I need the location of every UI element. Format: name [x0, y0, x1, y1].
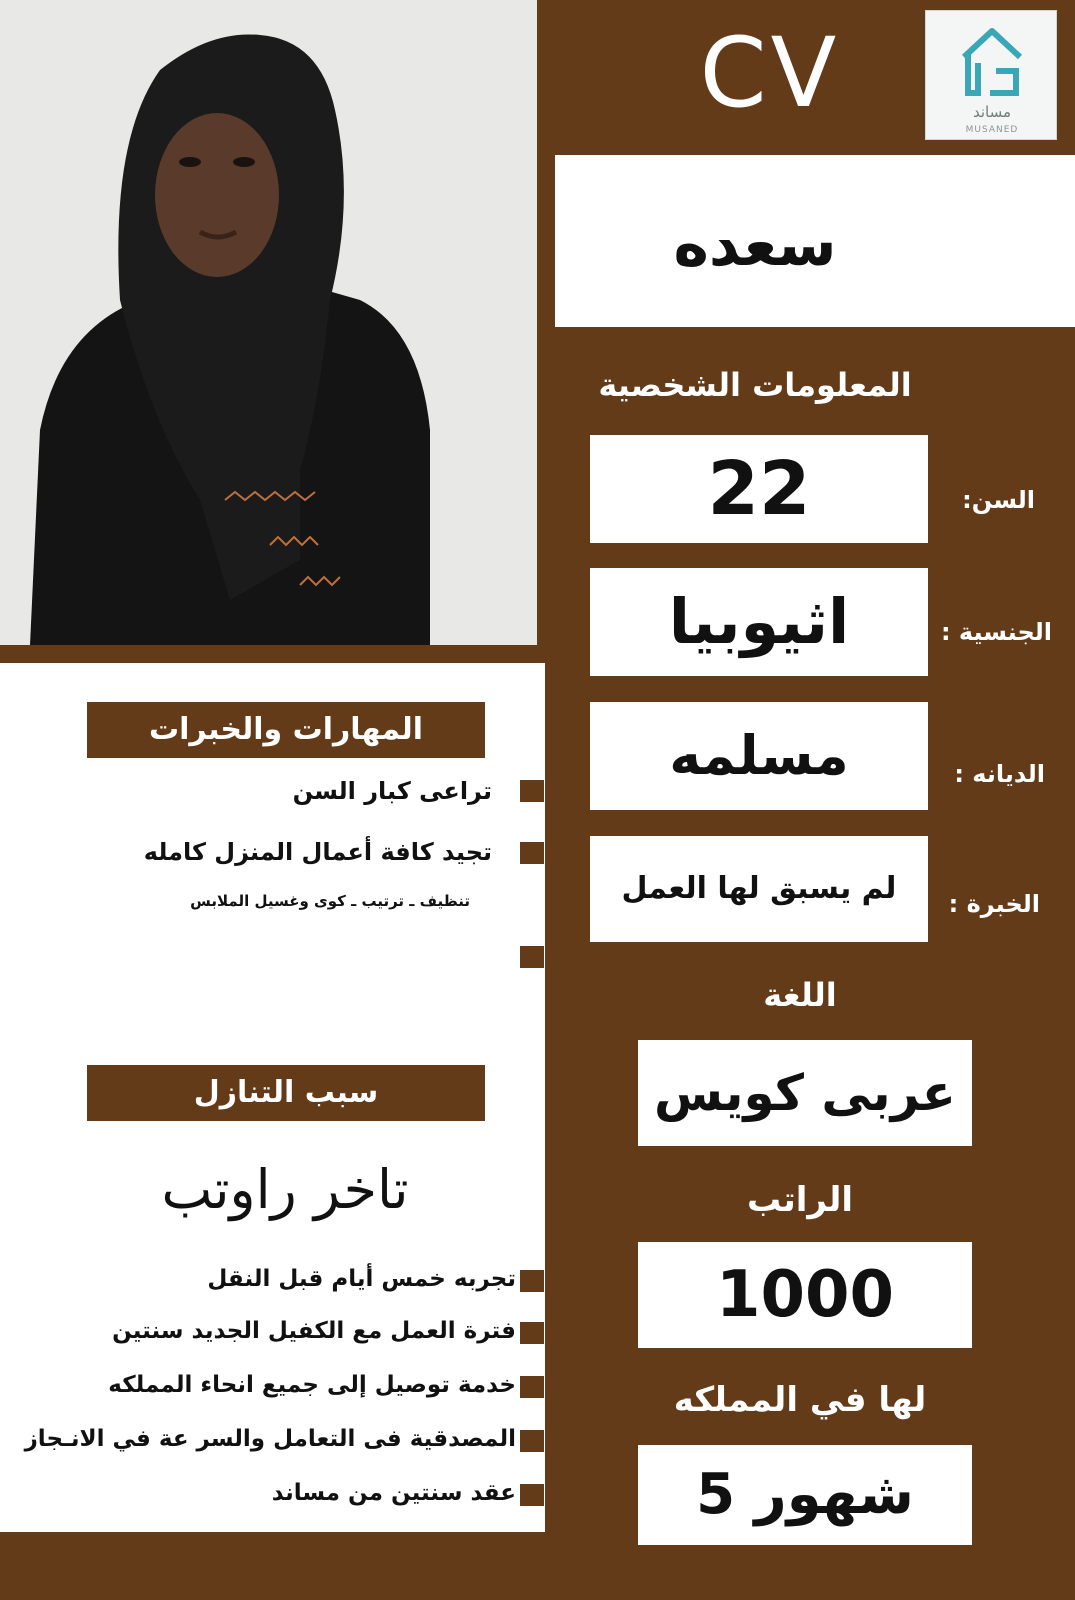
language-value: عربى كويس: [638, 1040, 972, 1146]
nationality-label: الجنسية :: [940, 618, 1052, 646]
musaned-house-logo-icon: [956, 19, 1028, 99]
nationality-value: اثيوبيا: [590, 568, 928, 676]
square-bullet-icon: [520, 1270, 544, 1292]
skill-sub-note: تنظيف ـ ترتيب ـ كوى وغسيل الملابس: [190, 892, 470, 910]
square-bullet-icon: [520, 780, 544, 802]
salary-title: الراتب: [747, 1180, 853, 1220]
experience-label: الخبرة :: [948, 890, 1040, 918]
photo-frame-right: [537, 0, 557, 663]
benefit-item: تجربه خمس أيام قبل النقل: [207, 1266, 516, 1292]
logo-english-text: MUSANED: [965, 125, 1019, 135]
experience-value: لم يسبق لها العمل: [590, 836, 928, 942]
waiver-reason: تاخر راوتب: [161, 1158, 409, 1221]
benefit-item: عقد سنتين من مساند: [271, 1480, 516, 1506]
skill-item: تراعى كبار السن: [292, 777, 492, 805]
profile-photo: [0, 0, 537, 645]
language-title: اللغة: [763, 976, 837, 1014]
benefit-item: المصدقية فى التعامل والسر عة في الانـجاز: [24, 1426, 516, 1452]
musaned-logo: [925, 10, 1057, 140]
benefit-item: خدمة توصيل إلى جميع انحاء المملكه: [108, 1372, 516, 1398]
logo-arabic-text: مساند: [972, 103, 1012, 121]
candidate-name: سعده: [673, 210, 837, 280]
cv-title: CV: [699, 17, 841, 129]
square-bullet-icon: [520, 1322, 544, 1344]
skills-title: المهارات والخبرات: [87, 702, 485, 758]
square-bullet-icon: [520, 1484, 544, 1506]
age-label: السن:: [962, 486, 1035, 514]
person-portrait-icon: [0, 0, 537, 645]
square-bullet-icon: [520, 946, 544, 968]
square-bullet-icon: [520, 1430, 544, 1452]
religion-label: الديانه :: [954, 760, 1045, 788]
religion-value: مسلمه: [590, 702, 928, 810]
bottom-strip: [0, 1532, 545, 1600]
photo-frame-bottom: [0, 645, 557, 663]
benefit-item: فترة العمل مع الكفيل الجديد سنتين: [112, 1318, 516, 1344]
square-bullet-icon: [520, 842, 544, 864]
in-kingdom-title: لها في المملكه: [673, 1380, 927, 1420]
waiver-title: سبب التنازل: [87, 1065, 485, 1121]
salary-value: 1000: [638, 1242, 972, 1348]
square-bullet-icon: [520, 1376, 544, 1398]
age-value: 22: [590, 435, 928, 543]
skill-item: تجيد كافة أعمال المنزل كامله: [143, 838, 492, 866]
in-kingdom-value: 5 شهور: [638, 1445, 972, 1545]
personal-info-title: المعلومات الشخصية: [598, 366, 912, 404]
